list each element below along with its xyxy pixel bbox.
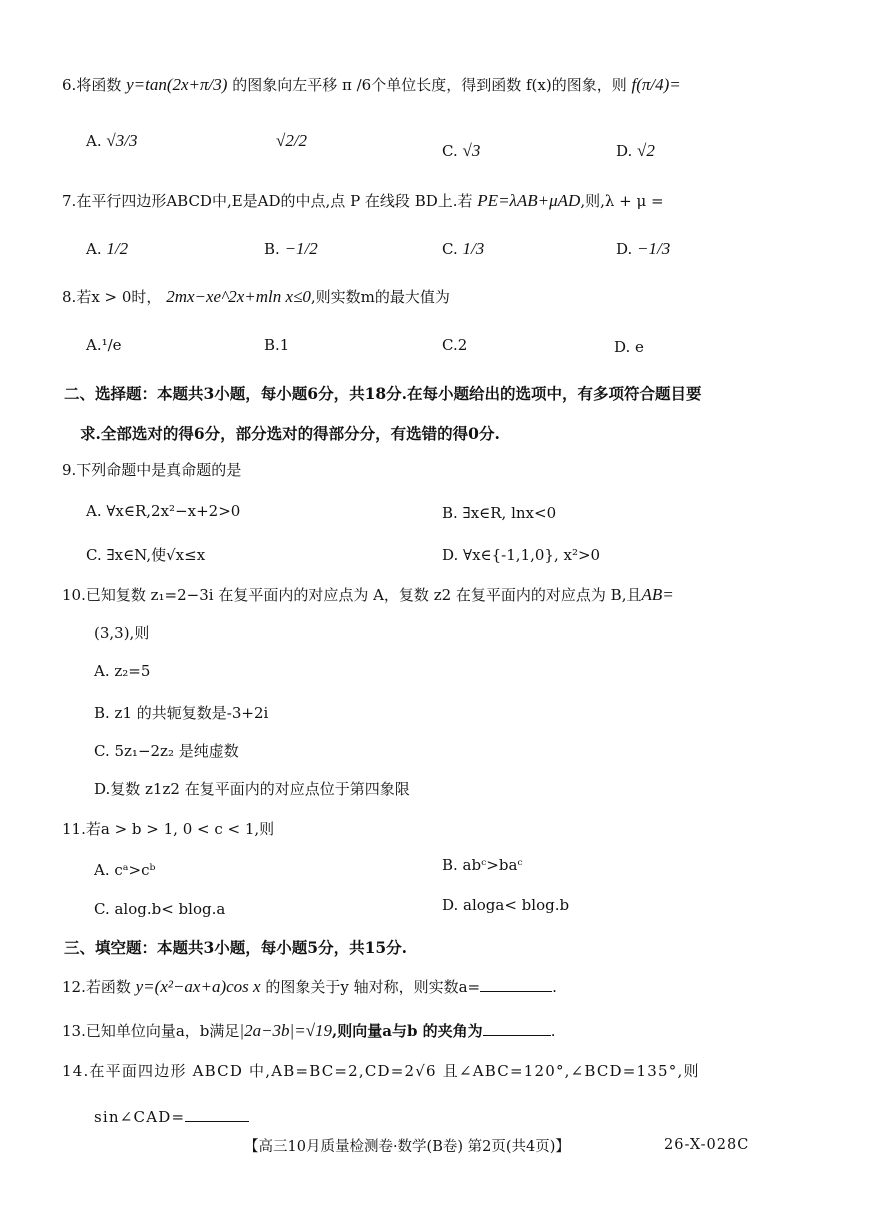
q7-tail: ,则,λ + μ = xyxy=(580,192,664,210)
q14-answer-blank[interactable] xyxy=(185,1121,249,1122)
q12-stem xyxy=(62,978,557,995)
q12-formula: y=(x²−ax+a)cos x xyxy=(135,977,261,996)
q6-option-b xyxy=(276,132,307,149)
option-label: B. xyxy=(264,240,280,258)
q8-option-b: B.1 xyxy=(264,336,290,354)
q13-stem xyxy=(62,1022,555,1039)
q9-option-c: C. ∃x∈N,使√x≤x xyxy=(86,546,206,564)
q6-stem xyxy=(62,76,681,93)
q13-text-2: ,则向量a与b 的夹角为 xyxy=(332,1022,483,1040)
section2-instructions-line2: 求.全部选对的得6分，部分选对的得部分分，有选错的得0分. xyxy=(80,424,500,443)
q6-text-2: 的图象向左平移 π /6个单位长度，得到函数 f(x)的图象，则 xyxy=(232,76,627,94)
q11-option-b: B. abᶜ>baᶜ xyxy=(442,856,523,874)
q7-text: 在平行四边形ABCD中,E是AD的中点,点 P 在线段 BD上.若 xyxy=(76,192,473,210)
option-value: √3 xyxy=(462,141,481,160)
q11-option-a: A. cᵃ>cᵇ xyxy=(94,861,156,879)
q8-option-d: D. e xyxy=(614,338,644,356)
q6-option-c xyxy=(442,142,480,159)
q7-option-a xyxy=(86,240,128,257)
q10-vector: AB= xyxy=(641,585,674,604)
q8-option-c: C.2 xyxy=(442,336,468,354)
q10-option-a: A. z₂=5 xyxy=(94,662,151,680)
q8-formula: 2mx−xe^2x+mln x≤0 xyxy=(166,287,311,306)
q7-option-c xyxy=(442,240,484,257)
section3-title: 三、填空题：本题共3小题，每小题5分，共15分. xyxy=(64,938,408,957)
option-value: 1/2 xyxy=(106,239,129,258)
q10-option-d: D.复数 z1z2 在复平面内的对应点位于第四象限 xyxy=(94,780,410,798)
option-label: A. xyxy=(86,240,102,258)
q10-stem xyxy=(62,586,674,603)
q6-option-a xyxy=(86,132,137,149)
q14-stem: 14.在平面四边形 ABCD 中,AB=BC=2,CD=2√6 且∠ABC=120°,∠BCD=135°,则 xyxy=(62,1062,700,1080)
option-value: 1/3 xyxy=(462,239,485,258)
q12-end: . xyxy=(552,978,557,996)
q9-stem: 9.下列命题中是真命题的是 xyxy=(62,461,242,479)
q9-option-b: B. ∃x∈R, lnx<0 xyxy=(442,504,557,522)
q8-stem xyxy=(62,288,450,305)
q13-text: 13.已知单位向量a，b满足 xyxy=(62,1022,240,1040)
q10-option-c: C. 5z₁−2z₂ 是纯虚数 xyxy=(94,742,239,760)
q7-stem xyxy=(62,192,664,209)
option-value: √2/2 xyxy=(276,131,308,150)
q7-option-d xyxy=(616,240,670,257)
q12-answer-blank[interactable] xyxy=(480,991,552,992)
q13-end: . xyxy=(550,1022,556,1040)
q6-number: 6. xyxy=(62,76,77,94)
q14-stem-continued xyxy=(94,1110,249,1125)
option-label: C. xyxy=(442,240,458,258)
q6-formula: y=tan(2x+π/3) xyxy=(126,75,228,94)
option-label: A. xyxy=(86,132,102,150)
q11-option-d: D. aloga< blog.b xyxy=(442,896,570,914)
q9-option-a: A. ∀x∈R,2x²−x+2>0 xyxy=(86,502,241,520)
option-label: D. xyxy=(616,240,633,258)
q7-number: 7. xyxy=(62,192,77,210)
q8-text-2: ,则实数m的最大值为 xyxy=(310,288,450,306)
q8-number: 8. xyxy=(62,288,77,306)
option-value: −1/3 xyxy=(637,239,671,258)
q8-text: 若x > 0时， xyxy=(76,288,162,306)
q13-formula: |2a−3b|=√19 xyxy=(239,1021,333,1040)
q10-stem-continued: (3,3),则 xyxy=(94,624,150,642)
footer-page-info: 【高三10月质量检测卷·数学(B卷) 第2页(共4页)】 xyxy=(244,1139,570,1155)
option-value: √3/3 xyxy=(106,131,138,150)
footer-code: 26-X-028C xyxy=(664,1137,750,1153)
q11-option-c: C. alog.b< blog.a xyxy=(94,900,226,918)
q8-option-a: A.¹/e xyxy=(86,336,122,354)
option-value: −1/2 xyxy=(284,239,318,258)
option-label: D. xyxy=(616,142,633,160)
q6-text: 将函数 xyxy=(76,76,122,94)
q12-text: 12.若函数 xyxy=(62,978,131,996)
q13-answer-blank[interactable] xyxy=(483,1035,551,1036)
option-value: √2 xyxy=(637,141,655,160)
q10-text: 10.已知复数 z₁=2−3i 在复平面内的对应点为 A，复数 z2 在复平面内的对应点为 B,且 xyxy=(62,586,642,604)
q11-stem: 11.若a > b > 1, 0 < c < 1,则 xyxy=(62,820,275,838)
q9-option-d: D. ∀x∈{-1,1,0}, x²>0 xyxy=(442,546,601,564)
q6-option-d xyxy=(616,142,655,159)
q7-formula: PE=λAB+μAD xyxy=(477,191,581,210)
q7-option-b xyxy=(264,240,318,257)
q10-option-b: B. z1 的共轭复数是-3+2i xyxy=(94,704,269,722)
option-label: C. xyxy=(442,142,458,160)
q12-text-2: 的图象关于y 轴对称，则实数a= xyxy=(265,978,481,996)
section2-instructions-line1: 二、选择题：本题共3小题，每小题6分，共18分.在每小题给出的选项中，有多项符合题目要 xyxy=(64,384,702,403)
q6-tail: f(π/4)= xyxy=(631,75,681,94)
q14-text: sin∠CAD= xyxy=(94,1108,186,1126)
